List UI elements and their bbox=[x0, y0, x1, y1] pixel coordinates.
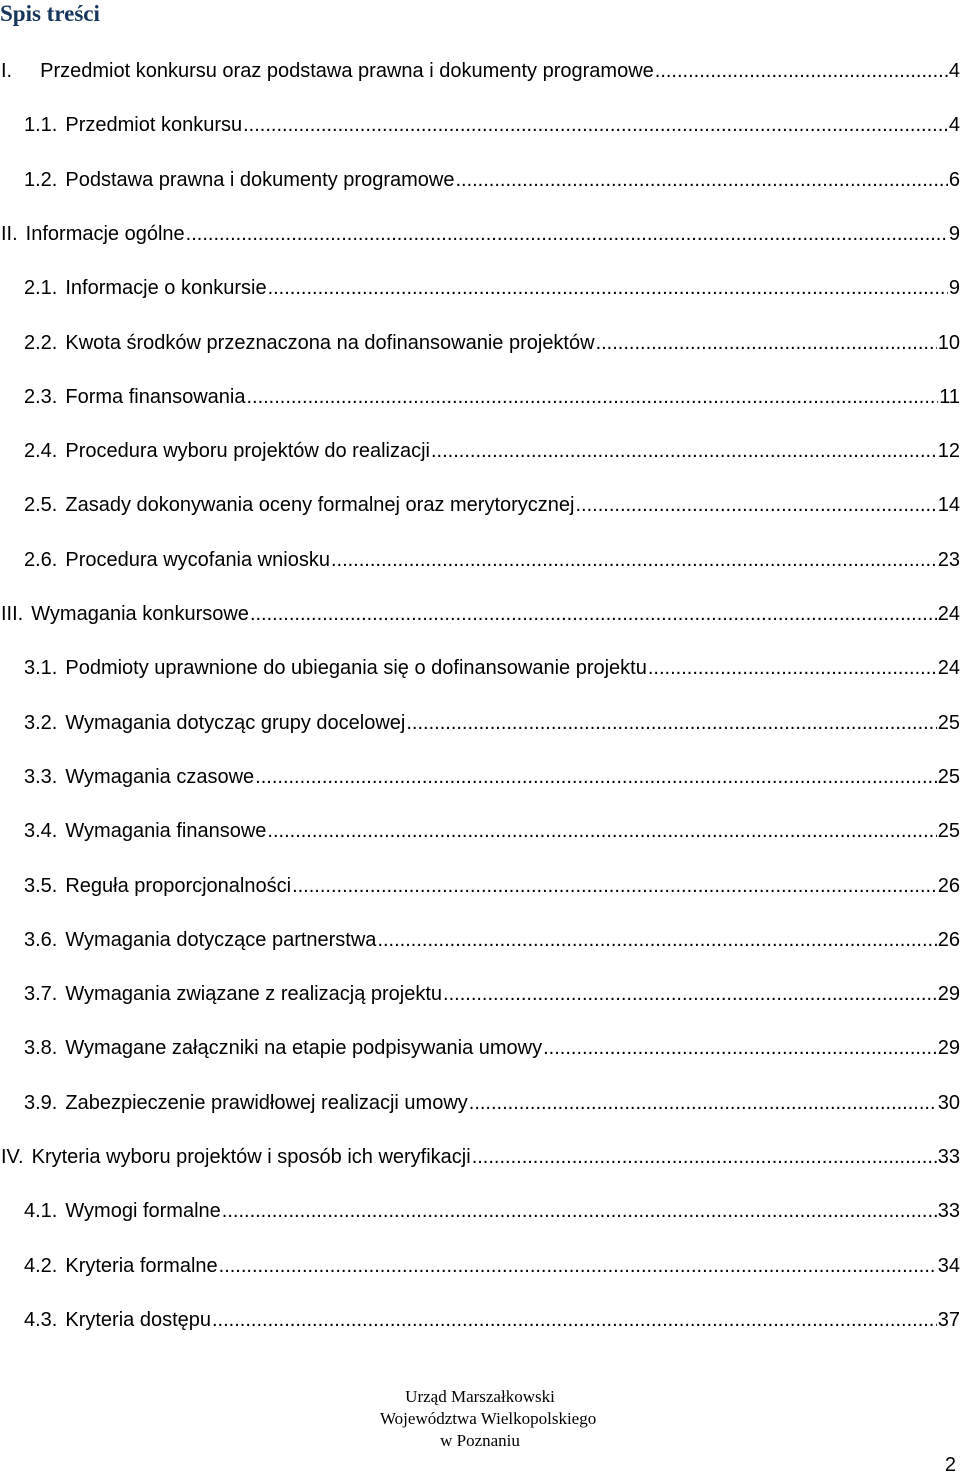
toc-entry-page: 10 bbox=[937, 331, 960, 354]
toc-entry-page: 6 bbox=[948, 168, 960, 191]
toc-entry-number: 1.2. bbox=[24, 168, 58, 191]
toc-entry[interactable] bbox=[24, 533, 960, 587]
toc-entry-number: 4.3. bbox=[24, 1308, 58, 1331]
toc-entry[interactable] bbox=[24, 641, 960, 695]
toc-entry-number: III. bbox=[1, 603, 24, 625]
toc-entry-title: Wymagane załączniki na etapie podpisywania umowy bbox=[65, 1037, 543, 1060]
footer-line-2: Województwa Wielkopolskiego bbox=[380, 1409, 597, 1428]
toc-entry-title: Podmioty uprawnione do ubiegania się o dofinansowanie projektu bbox=[65, 657, 647, 680]
toc-entry-number: 3.7. bbox=[24, 983, 58, 1006]
toc-entry-page: 29 bbox=[937, 983, 960, 1006]
toc-entry-page: 26 bbox=[937, 874, 960, 897]
toc-entry-page: 30 bbox=[937, 1091, 960, 1114]
toc-entry-page: 12 bbox=[937, 440, 960, 463]
toc-entry-number: 4.2. bbox=[24, 1254, 58, 1277]
toc-entry-page: 23 bbox=[937, 548, 960, 571]
toc-entry[interactable] bbox=[24, 804, 960, 858]
toc-entry-title: Przedmiot konkursu bbox=[65, 114, 243, 137]
toc-entry-page: 33 bbox=[937, 1200, 960, 1223]
toc-entry-page: 24 bbox=[937, 657, 960, 680]
toc-entry-title: Kryteria dostępu bbox=[65, 1308, 211, 1331]
toc-entry-page: 34 bbox=[937, 1254, 960, 1277]
toc-entry[interactable] bbox=[1, 44, 960, 98]
dot-leader bbox=[268, 261, 948, 315]
dot-leader bbox=[431, 424, 937, 478]
toc-entry-title: Kryteria wyboru projektów i sposób ich weryfikacji bbox=[31, 1146, 471, 1168]
dot-leader bbox=[455, 153, 947, 207]
toc-entry-title: Zasady dokonywania oceny formalnej oraz merytorycznej bbox=[65, 494, 575, 517]
toc-entry-page: 26 bbox=[937, 928, 960, 951]
toc-entry-number: IV. bbox=[1, 1146, 24, 1168]
toc-entry-page: 25 bbox=[937, 711, 960, 734]
dot-leader bbox=[575, 478, 936, 532]
toc-entry[interactable] bbox=[24, 1021, 960, 1075]
toc-entry-title: Forma finansowania bbox=[65, 385, 246, 408]
dot-leader bbox=[255, 750, 937, 804]
dot-leader bbox=[186, 207, 948, 261]
toc-entry[interactable] bbox=[1, 207, 960, 261]
toc-entry-title: Wymagania finansowe bbox=[65, 820, 267, 843]
dot-leader bbox=[469, 1076, 937, 1130]
toc-entry-number: 2.5. bbox=[24, 494, 58, 517]
toc-entry-title: Kryteria formalne bbox=[65, 1254, 218, 1277]
toc-entry[interactable] bbox=[24, 424, 960, 478]
toc-entry-number: 3.4. bbox=[24, 820, 58, 843]
toc-entry-number: 4.1. bbox=[24, 1200, 58, 1223]
toc-entry-number: 3.9. bbox=[24, 1091, 58, 1114]
toc-entry-page: 4 bbox=[948, 60, 960, 82]
toc-entry-page: 4 bbox=[948, 114, 960, 137]
toc-entry-title: Przedmiot konkursu oraz podstawa prawna i dokumenty programowe bbox=[40, 60, 654, 82]
toc-entry[interactable] bbox=[24, 1293, 960, 1347]
toc-entry-page: 9 bbox=[948, 222, 960, 245]
dot-leader bbox=[648, 641, 937, 695]
toc-entry-title: Informacje ogólne bbox=[25, 222, 185, 245]
dot-leader bbox=[596, 316, 937, 370]
toc-entry-page: 25 bbox=[937, 820, 960, 843]
page-number: 2 bbox=[944, 1454, 956, 1476]
dot-leader bbox=[219, 1239, 937, 1293]
toc-entry-title: Wymagania czasowe bbox=[65, 765, 255, 788]
toc-entry-page: 25 bbox=[937, 765, 960, 788]
dot-leader bbox=[331, 533, 937, 587]
toc-entry-number: 2.3. bbox=[24, 385, 58, 408]
toc-entry[interactable] bbox=[24, 98, 960, 152]
toc-entry[interactable] bbox=[24, 913, 960, 967]
toc-entry[interactable] bbox=[24, 859, 960, 913]
toc-entry-title: Zabezpieczenie prawidłowej realizacji umowy bbox=[65, 1091, 468, 1114]
toc-entry-number: 3.1. bbox=[24, 657, 58, 680]
dot-leader bbox=[267, 804, 936, 858]
dot-leader bbox=[212, 1293, 937, 1347]
toc-entry-title: Reguła proporcjonalności bbox=[65, 874, 292, 897]
toc-entry[interactable] bbox=[24, 750, 960, 804]
toc-entry-title: Procedura wycofania wniosku bbox=[65, 548, 330, 571]
toc-entry-number: 2.2. bbox=[24, 331, 58, 354]
dot-leader bbox=[406, 696, 936, 750]
toc-entry-number: 1.1. bbox=[24, 114, 58, 137]
toc-entry-page: 9 bbox=[948, 277, 960, 300]
toc-entry-page: 33 bbox=[937, 1146, 960, 1168]
toc-entry-number: 3.8. bbox=[24, 1037, 58, 1060]
toc-entry-title: Wymogi formalne bbox=[65, 1200, 221, 1223]
dot-leader bbox=[250, 587, 937, 641]
toc-entry[interactable] bbox=[24, 1184, 960, 1238]
toc-entry-number: 2.1. bbox=[24, 277, 58, 300]
footer-line-3: w Poznaniu bbox=[440, 1431, 520, 1450]
dot-leader bbox=[222, 1184, 937, 1238]
toc-entry-title: Wymagania konkursowe bbox=[31, 603, 249, 625]
toc-entry-title: Wymagania związane z realizacją projektu bbox=[65, 983, 443, 1006]
toc-entry[interactable] bbox=[24, 1239, 960, 1293]
toc-entry[interactable] bbox=[24, 316, 960, 370]
toc-entry-page: 29 bbox=[937, 1037, 960, 1060]
toc-entry-page: 11 bbox=[939, 385, 960, 408]
dot-leader bbox=[243, 98, 948, 152]
toc-entry[interactable] bbox=[24, 261, 960, 315]
toc-entry-title: Procedura wyboru projektów do realizacji bbox=[65, 440, 430, 463]
dot-leader bbox=[246, 370, 938, 424]
toc-entry-title: Kwota środków przeznaczona na dofinansowanie projektów bbox=[65, 331, 595, 354]
toc-entry[interactable] bbox=[24, 153, 960, 207]
toc-entry-title: Wymagania dotycząc grupy docelowej bbox=[65, 711, 406, 734]
toc-entry-title: Informacje o konkursie bbox=[65, 277, 267, 300]
toc-entry-number: II. bbox=[1, 222, 18, 245]
toc-entry-number: 3.2. bbox=[24, 711, 58, 734]
toc-entry-number: 2.4. bbox=[24, 440, 58, 463]
dot-leader bbox=[377, 913, 936, 967]
dot-leader bbox=[443, 967, 937, 1021]
toc-entry-page: 37 bbox=[937, 1308, 960, 1331]
toc-entry[interactable] bbox=[24, 967, 960, 1021]
toc-entry[interactable] bbox=[24, 478, 960, 532]
dot-leader bbox=[292, 859, 937, 913]
toc-entry-number: 3.6. bbox=[24, 928, 58, 951]
toc-entry-number: I. bbox=[1, 60, 13, 82]
toc-entry[interactable] bbox=[24, 696, 960, 750]
toc-entry[interactable] bbox=[1, 1130, 960, 1184]
toc-entry[interactable] bbox=[24, 1076, 960, 1130]
toc-entry-page: 24 bbox=[937, 603, 960, 625]
toc-entry[interactable] bbox=[24, 370, 960, 424]
toc-entry-number: 3.5. bbox=[24, 874, 58, 897]
toc-entry-title: Wymagania dotyczące partnerstwa bbox=[65, 928, 377, 951]
toc-entry-number: 2.6. bbox=[24, 548, 58, 571]
dot-leader bbox=[543, 1021, 937, 1075]
toc-entry-page: 14 bbox=[937, 494, 960, 517]
dot-leader bbox=[655, 44, 948, 98]
footer bbox=[380, 1386, 597, 1452]
toc-entry-title: Podstawa prawna i dokumenty programowe bbox=[65, 168, 455, 191]
page-title: Spis treści bbox=[0, 1, 100, 26]
dot-leader bbox=[472, 1130, 937, 1184]
footer-line-1: Urząd Marszałkowski bbox=[405, 1387, 555, 1406]
toc-entry[interactable] bbox=[1, 587, 960, 641]
toc-entry-number: 3.3. bbox=[24, 765, 58, 788]
